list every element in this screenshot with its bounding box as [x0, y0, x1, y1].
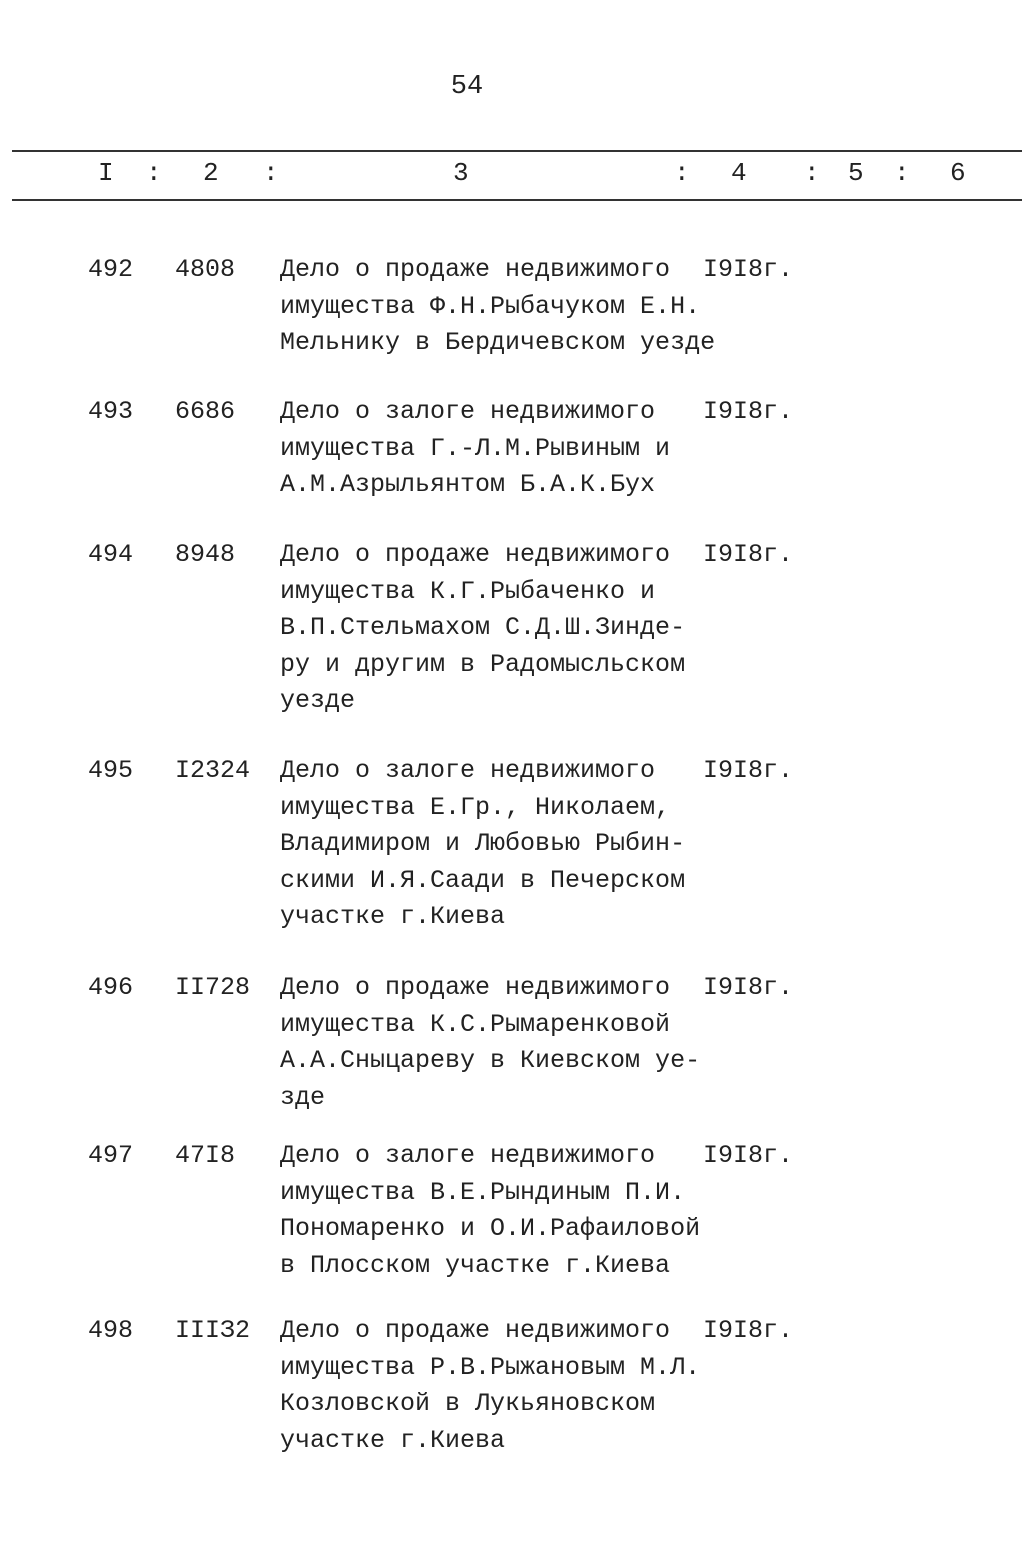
entry-description: [280, 252, 716, 362]
description-line: зде: [280, 1082, 326, 1112]
entry-number: 493: [88, 397, 134, 426]
description-line: Козловской в Лукьяновском: [280, 1389, 656, 1418]
description-line: В.П.Стельмахом С.Д.Ш.Зинде-: [280, 613, 686, 642]
description-line: скими И.Я.Саади в Печерском: [280, 865, 686, 895]
entry-description: [280, 753, 710, 936]
description-line: имущества Г.-Л.М.Рывиным и: [280, 433, 671, 463]
col-header-2: 2: [203, 158, 219, 188]
entry-number: 496: [88, 973, 134, 1002]
col-header-1: I: [98, 158, 114, 188]
description-line: Дело о продаже недвижимого: [280, 1316, 671, 1345]
entry-year: I9I8г.: [703, 397, 794, 426]
description-line: Дело о продаже недвижимого: [280, 973, 671, 1002]
col-header-4: 4: [731, 158, 747, 188]
entry-number: 498: [88, 1316, 134, 1345]
col-separator: :: [804, 158, 820, 188]
description-line: Пономаренко и О.И.Рафаиловой: [280, 1214, 701, 1243]
entry-code: 6686: [175, 397, 236, 426]
entry-number: 492: [88, 255, 134, 284]
entry-code: 47I8: [175, 1141, 236, 1170]
description-line: участке г.Киева: [280, 902, 506, 931]
description-line: Дело о залоге недвижимого: [280, 1141, 656, 1170]
col-header-5: 5: [848, 158, 864, 188]
entry-description: [280, 394, 710, 504]
col-header-6: 6: [950, 158, 966, 188]
description-line: Дело о залоге недвижимого: [280, 756, 656, 785]
description-line: имущества К.Г.Рыбаченко и: [280, 576, 656, 606]
description-line: уезде: [280, 686, 356, 715]
entry-number: 497: [88, 1141, 134, 1170]
description-line: Дело о залоге недвижимого: [280, 397, 656, 426]
entry-year: I9I8г.: [703, 756, 794, 785]
entry-description: [280, 1313, 710, 1459]
col-separator: :: [894, 158, 910, 188]
entry-number: 495: [88, 756, 134, 785]
description-line: в Плосском участке г.Киева: [280, 1250, 671, 1280]
description-line: А.М.Азрыльянтом Б.А.К.Бух: [280, 470, 656, 499]
entry-year: I9I8г.: [703, 255, 794, 284]
description-line: Дело о продаже недвижимого: [280, 540, 671, 569]
description-line: имущества Р.В.Рыжановым М.Л.: [280, 1352, 701, 1382]
entry-year: I9I8г.: [703, 540, 794, 569]
page-number: 54: [450, 72, 484, 102]
entry-code: 8948: [175, 540, 236, 569]
header-rule-top: [12, 150, 1022, 152]
header-rule-bottom: [12, 199, 1022, 201]
entry-year: I9I8г.: [703, 973, 794, 1002]
entry-code: 4808: [175, 255, 236, 284]
description-line: А.А.Сныцареву в Киевском уе-: [280, 1046, 701, 1075]
entry-code: II728: [175, 973, 251, 1002]
col-separator: :: [146, 158, 162, 188]
entry-year: I9I8г.: [703, 1141, 794, 1170]
description-line: участке г.Киева: [280, 1425, 506, 1455]
description-line: имущества Е.Гр., Николаем,: [280, 792, 671, 822]
col-header-3: 3: [453, 158, 469, 188]
description-line: имущества Ф.Н.Рыбачуком Е.Н.: [280, 291, 701, 321]
entry-description: [280, 1138, 710, 1284]
description-line: имущества К.С.Рымаренковой: [280, 1009, 671, 1039]
description-line: Дело о продаже недвижимого: [280, 255, 671, 284]
entry-year: I9I8г.: [703, 1316, 794, 1345]
description-line: имущества В.Е.Рындиным П.И.: [280, 1177, 686, 1207]
description-line: Владимиром и Любовью Рыбин-: [280, 829, 686, 858]
entry-code: I2324: [175, 756, 251, 785]
entry-number: 494: [88, 540, 134, 569]
description-line: ру и другим в Радомысльском: [280, 649, 686, 679]
description-line: Мельнику в Бердичевском уезде: [280, 328, 716, 357]
entry-description: [280, 970, 710, 1116]
entry-description: [280, 537, 710, 720]
col-separator: :: [674, 158, 690, 188]
entry-code: IIIЗ2: [175, 1316, 251, 1345]
col-separator: :: [263, 158, 279, 188]
